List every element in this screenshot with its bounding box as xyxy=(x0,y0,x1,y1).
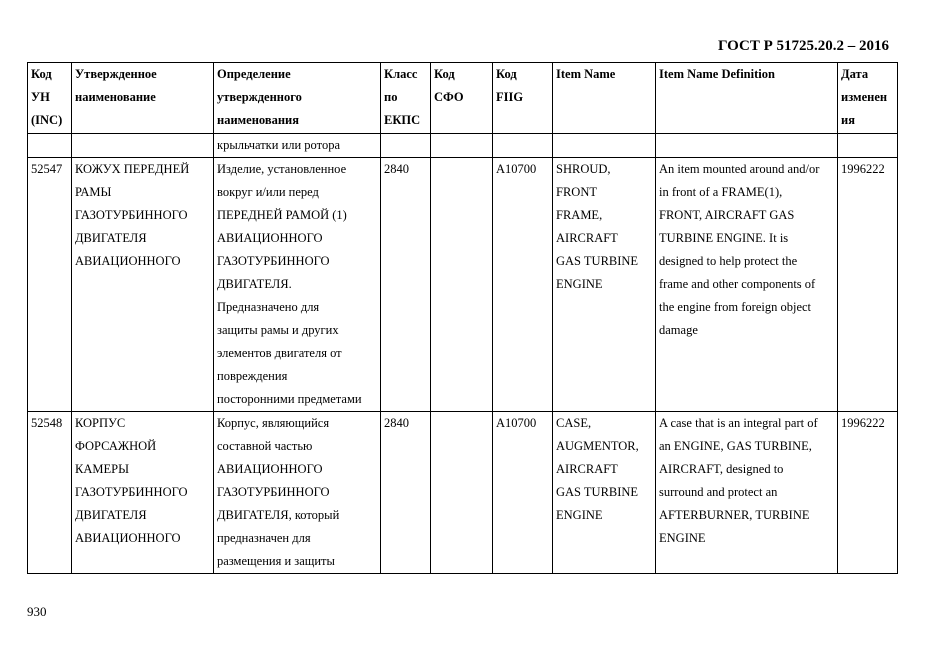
text-line: Item Name Definition xyxy=(659,67,775,81)
text-line: защиты рамы и других xyxy=(217,323,339,337)
text-line: Код xyxy=(31,67,52,81)
table-row xyxy=(28,158,898,412)
text-line: Класс xyxy=(384,67,418,81)
text-line: surround and protect an xyxy=(659,485,778,499)
text-line: ГАЗОТУРБИННОГО xyxy=(75,485,188,499)
item-name-cell xyxy=(553,158,656,412)
text-line: СФО xyxy=(434,90,464,104)
text-line: FRAME, xyxy=(556,208,603,222)
table-row xyxy=(28,412,898,574)
catalog-table xyxy=(27,62,898,574)
text-line: ENGINE xyxy=(659,531,706,545)
text-line: SHROUD, xyxy=(556,162,611,176)
text-line: КАМЕРЫ xyxy=(75,462,129,476)
text-line: крыльчатки или ротора xyxy=(217,138,340,152)
table-continuation-row xyxy=(28,134,898,158)
text-line: ГАЗОТУРБИННОГО xyxy=(217,485,330,499)
header-approved-name xyxy=(72,63,214,134)
text-line: an ENGINE, GAS TURBINE, xyxy=(659,439,812,453)
text-line: ГАЗОТУРБИННОГО xyxy=(75,208,188,222)
text-line: ДВИГАТЕЛЯ. xyxy=(217,277,292,291)
text-line: Item Name xyxy=(556,67,616,81)
fiig-value: A10700 xyxy=(496,162,537,176)
text-line: наименование xyxy=(75,90,156,104)
text-line: ПЕРЕДНЕЙ РАМОЙ (1) xyxy=(217,208,347,222)
header-name-definition xyxy=(214,63,381,134)
text-line: GAS TURBINE xyxy=(556,485,639,499)
text-line: A case that is an integral part of xyxy=(659,416,818,430)
text-line: АВИАЦИОННОГО xyxy=(217,462,323,476)
text-line: FIIG xyxy=(496,90,524,104)
text-line: ENGINE xyxy=(556,277,603,291)
class-cell xyxy=(381,158,431,412)
text-line: АВИАЦИОННОГО xyxy=(75,254,181,268)
text-line: посторонними предметами xyxy=(217,392,362,406)
text-line: designed to help protect the xyxy=(659,254,798,268)
text-line: ГАЗОТУРБИННОГО xyxy=(217,254,330,268)
text-line: damage xyxy=(659,323,698,337)
fiig-cell xyxy=(493,158,553,412)
definition-cell xyxy=(214,158,381,412)
text-line: АВИАЦИОННОГО xyxy=(75,531,181,545)
header-fiig-code xyxy=(493,63,553,134)
text-line: Предназначено для xyxy=(217,300,320,314)
text-line: УН xyxy=(31,90,50,104)
text-line: AIRCRAFT xyxy=(556,462,618,476)
sfo-cell xyxy=(431,412,493,574)
approved-name-cell xyxy=(72,412,214,574)
text-line: изменен xyxy=(841,90,888,104)
text-line: Утвержденное xyxy=(75,67,157,81)
text-line: ДВИГАТЕЛЯ xyxy=(75,231,147,245)
item-definition-cell xyxy=(656,412,838,574)
header-item-name xyxy=(553,63,656,134)
text-line: FRONT xyxy=(556,185,597,199)
header-ekps-class xyxy=(381,63,431,134)
text-line: FRONT, AIRCRAFT GAS xyxy=(659,208,795,222)
approved-name-cell xyxy=(72,158,214,412)
text-line: КОРПУС xyxy=(75,416,126,430)
text-line: AUGMENTOR, xyxy=(556,439,639,453)
document-standard-header: ГОСТ Р 51725.20.2 – 2016 xyxy=(717,38,889,54)
text-line: AIRCRAFT xyxy=(556,231,618,245)
date-value: 1996222 xyxy=(841,162,885,176)
date-cell xyxy=(838,158,898,412)
text-line: Дата xyxy=(841,67,869,81)
item-name-cell xyxy=(553,412,656,574)
text-line: вокруг и/или перед xyxy=(217,185,319,199)
text-line: the engine from foreign object xyxy=(659,300,812,314)
text-line: ЕКПС xyxy=(384,113,421,127)
text-line: предназначен для xyxy=(217,531,311,545)
text-line: АВИАЦИОННОГО xyxy=(217,231,323,245)
text-line: Код xyxy=(496,67,517,81)
text-line: Определение xyxy=(217,67,291,81)
text-line: AIRCRAFT, designed to xyxy=(659,462,784,476)
text-line: An item mounted around and/or xyxy=(659,162,820,176)
text-line: frame and other components of xyxy=(659,277,816,291)
text-line: ДВИГАТЕЛЯ, который xyxy=(217,508,340,522)
text-line: CASE, xyxy=(556,416,592,430)
sfo-cell xyxy=(431,158,493,412)
text-line: Код xyxy=(434,67,455,81)
text-line: Изделие, установленное xyxy=(217,162,347,176)
text-line: КОЖУХ ПЕРЕДНЕЙ xyxy=(75,162,190,176)
text-line: утвержденного xyxy=(217,90,302,104)
text-line: ДВИГАТЕЛЯ xyxy=(75,508,147,522)
header-item-name-definition xyxy=(656,63,838,134)
continuation-definition-cell xyxy=(214,134,381,158)
text-line: повреждения xyxy=(217,369,288,383)
class-value: 2840 xyxy=(384,162,409,176)
text-line: ФОРСАЖНОЙ xyxy=(75,439,157,453)
text-line: элементов двигателя от xyxy=(217,346,342,360)
header-sfo-code xyxy=(431,63,493,134)
text-line: размещения и защиты xyxy=(217,554,335,568)
text-line: GAS TURBINE xyxy=(556,254,639,268)
class-value: 2840 xyxy=(384,416,409,430)
text-line: ия xyxy=(841,113,855,127)
header-change-date xyxy=(838,63,898,134)
text-line: in front of a FRAME(1), xyxy=(659,185,783,199)
text-line: TURBINE ENGINE. It is xyxy=(659,231,789,245)
code-value: 52548 xyxy=(31,416,63,430)
text-line: составной частью xyxy=(217,439,313,453)
date-cell xyxy=(838,412,898,574)
text-line: (INC) xyxy=(31,113,63,127)
item-definition-cell xyxy=(656,158,838,412)
definition-cell xyxy=(214,412,381,574)
date-value: 1996222 xyxy=(841,416,885,430)
class-cell xyxy=(381,412,431,574)
text-line: по xyxy=(384,90,398,104)
table-header-row xyxy=(28,63,898,134)
fiig-value: A10700 xyxy=(496,416,537,430)
fiig-cell xyxy=(493,412,553,574)
page-number: 930 xyxy=(27,604,47,619)
code-cell xyxy=(28,158,72,412)
text-line: наименования xyxy=(217,113,300,127)
text-line: РАМЫ xyxy=(75,185,112,199)
code-cell xyxy=(28,412,72,574)
header-code-un xyxy=(28,63,72,134)
text-line: Корпус, являющийся xyxy=(217,416,330,430)
code-value: 52547 xyxy=(31,162,63,176)
text-line: ENGINE xyxy=(556,508,603,522)
text-line: AFTERBURNER, TURBINE xyxy=(659,508,810,522)
